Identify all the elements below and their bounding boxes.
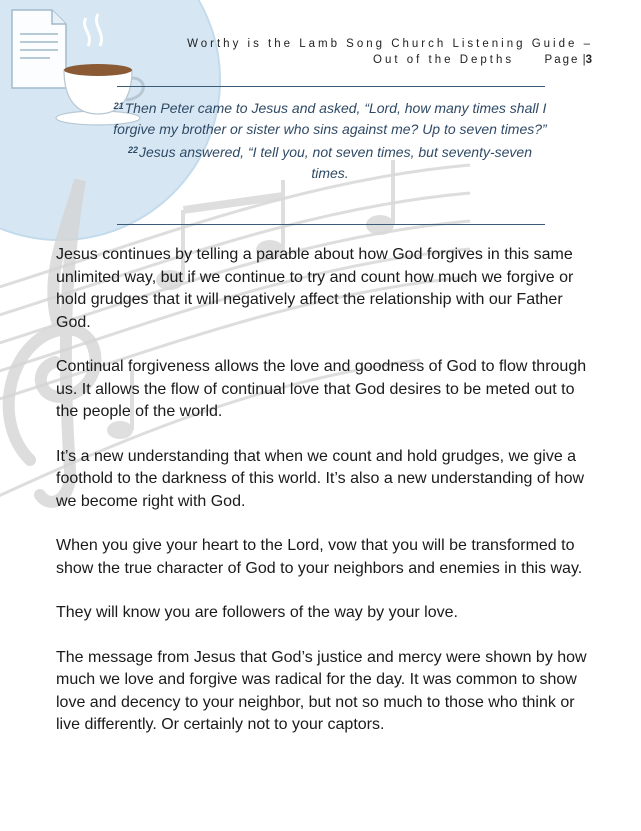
body-text [56, 244, 596, 759]
verse-21-number: 21 [113, 101, 124, 111]
header-subtitle: Out of the Depths [373, 54, 515, 66]
paragraph: When you give your heart to the Lord, vow that you will be transformed to show the true character of God to your neighbors and enemies in this way. [56, 537, 583, 577]
document-icon [12, 10, 66, 88]
verse-22-number: 22 [128, 145, 139, 155]
paragraph: The message from Jesus that God’s justice and mercy were shown by how much we love and forgive was radical for the day. It was common to show love and decency to your neighbor, but not so much to those who think or live differently. Or certainly not to your captors. [56, 648, 587, 733]
verse-21-text: Then Peter came to Jesus and asked, “Lord, how many times shall I forgive my brother or sister who sins against me? Up to seven times?” [113, 100, 547, 137]
header-title-line1: Worthy is the Lamb Song Church Listening Guide – [187, 38, 593, 50]
verse-22-text: Jesus answered, “I tell you, not seven times, but seventy-seven times. [139, 144, 532, 181]
paragraph: Continual forgiveness allows the love and goodness of God to flow through us. It allows the flow of continual love that God desires to be meted out to the people of the world. [56, 358, 587, 420]
page-header [187, 36, 593, 68]
scripture-top-rule [117, 86, 545, 87]
paragraph: It’s a new understanding that when we count and hold grudges, we give a foothold to the darkness of this world. It’s also a new understanding of how we become right with God. [56, 447, 585, 510]
paragraph: They will know you are followers of the way by your love. [56, 604, 458, 621]
scripture-bottom-rule [117, 224, 545, 225]
page-label: Page [544, 54, 580, 66]
page-divider: | [579, 54, 586, 66]
verse-22 [110, 140, 550, 184]
page-number: 3 [585, 54, 593, 66]
verse-21 [110, 96, 550, 140]
scripture-quote [110, 96, 550, 184]
header-title-line2 [187, 52, 593, 68]
paragraph: Jesus continues by telling a parable about how God forgives in this same unlimited way, but if we continue to try and count how much we forgive or hold grudges that it will negatively affect the relationship with our Father God. [56, 246, 574, 331]
